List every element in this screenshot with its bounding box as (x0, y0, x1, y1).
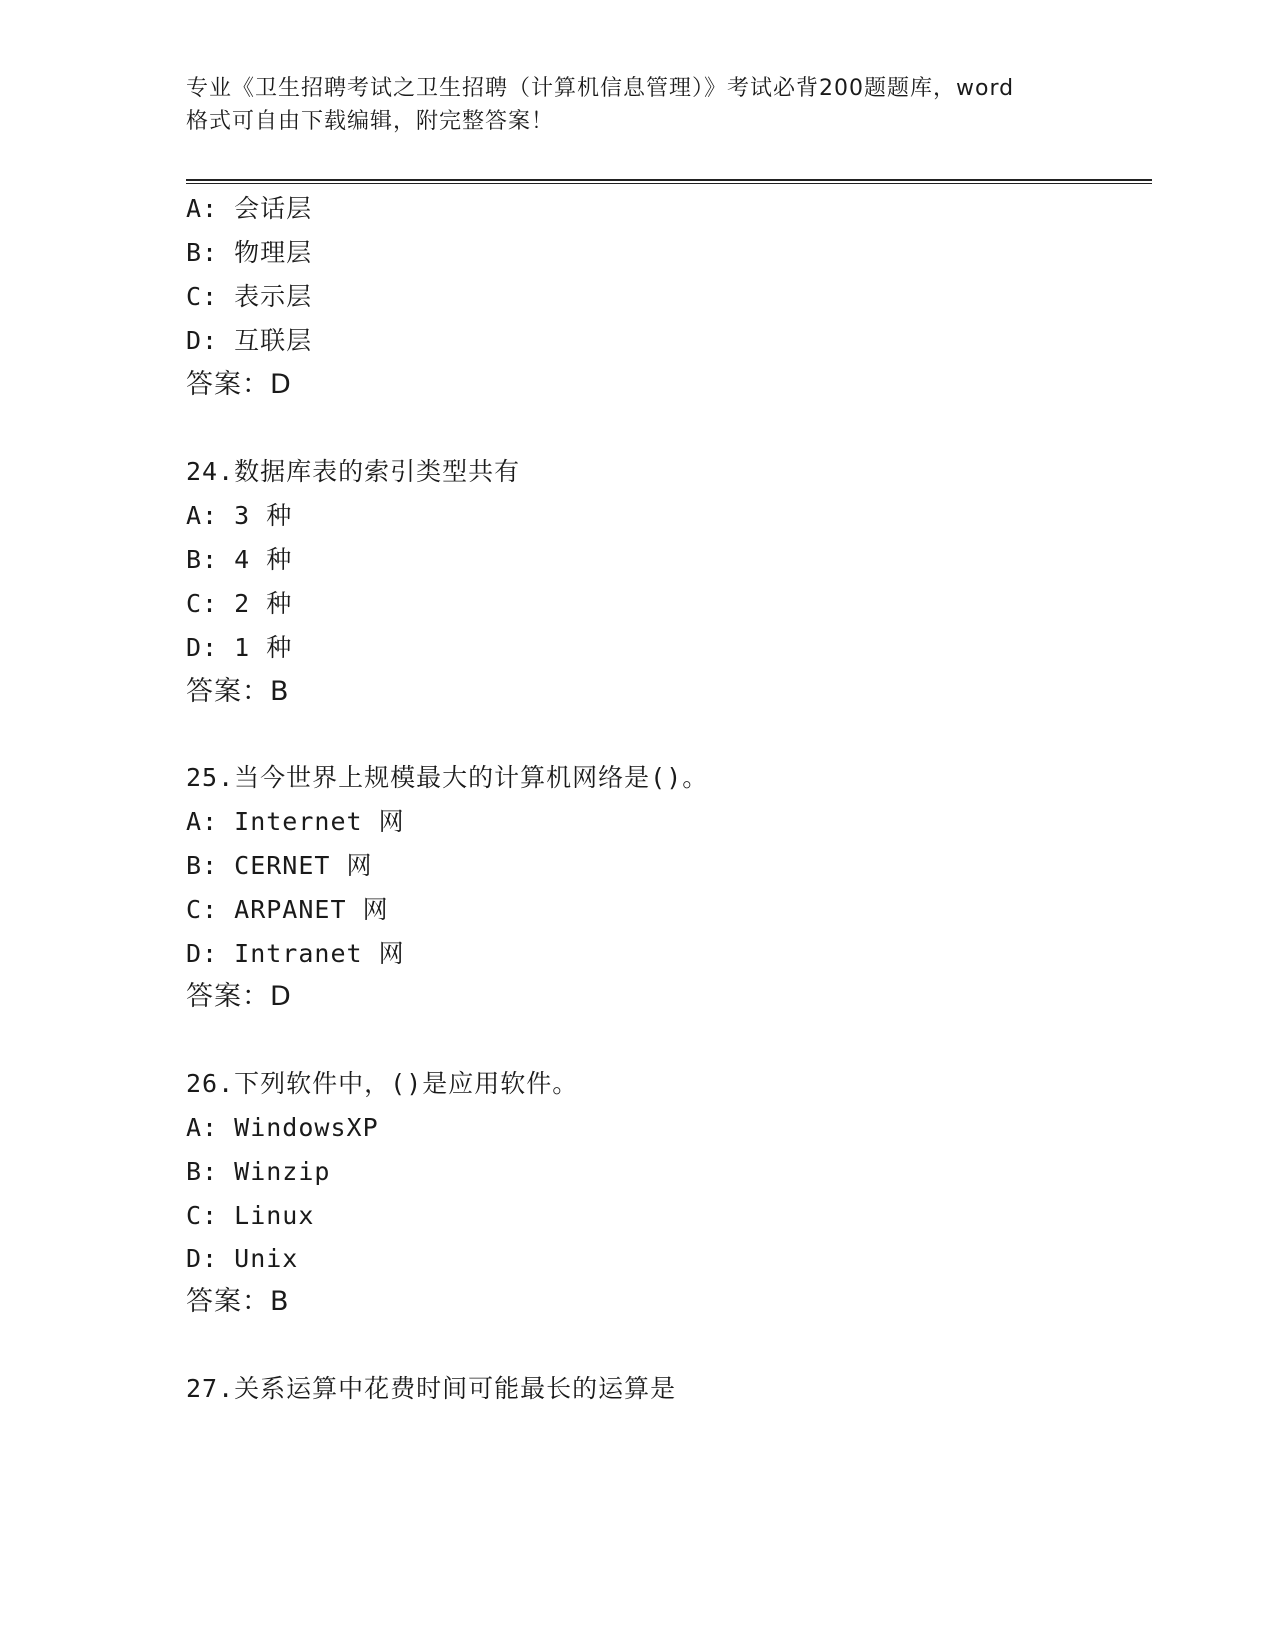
q26-option-d: D: Unix (186, 1244, 299, 1273)
q25-answer: 答案：D (186, 981, 292, 1012)
q25-option-b: B: CERNET 网 (186, 851, 373, 880)
q25-question: 25.当今世界上规模最大的计算机网络是()。 (186, 763, 709, 792)
q24-option-b: B: 4 种 (186, 545, 293, 574)
header-title-line-2: 格式可自由下载编辑，附完整答案！ (186, 109, 555, 134)
q27-question: 27.关系运算中花费时间可能最长的运算是 (186, 1374, 677, 1403)
q23-option-b: B: 物理层 (186, 238, 313, 267)
q23-answer: 答案：D (186, 369, 292, 400)
q24-option-c: C: 2 种 (186, 589, 293, 618)
q25-option-a: A: Internet 网 (186, 807, 405, 836)
q26-option-b: B: Winzip (186, 1157, 331, 1186)
header-title-line-1: 专业《卫生招聘考试之卫生招聘（计算机信息管理）》考试必背200题题库，word (186, 76, 1015, 101)
document-header (186, 72, 1086, 138)
q26-option-a: A: WindowsXP (186, 1113, 379, 1142)
q24-answer: 答案：B (186, 676, 290, 707)
q23-option-d: D: 互联层 (186, 326, 313, 355)
q25-option-c: C: ARPANET 网 (186, 895, 389, 924)
q23-option-a: A: 会话层 (186, 194, 313, 223)
header-divider-thick (186, 179, 1152, 181)
q24-question: 24.数据库表的索引类型共有 (186, 457, 521, 486)
q26-question: 26.下列软件中，()是应用软件。 (186, 1069, 579, 1098)
q24-option-a: A: 3 种 (186, 501, 293, 530)
q23-option-c: C: 表示层 (186, 282, 313, 311)
q26-option-c: C: Linux (186, 1201, 315, 1230)
q24-option-d: D: 1 种 (186, 633, 293, 662)
q25-option-d: D: Intranet 网 (186, 939, 405, 968)
header-divider-thin (186, 183, 1152, 184)
q26-answer: 答案：B (186, 1286, 290, 1317)
